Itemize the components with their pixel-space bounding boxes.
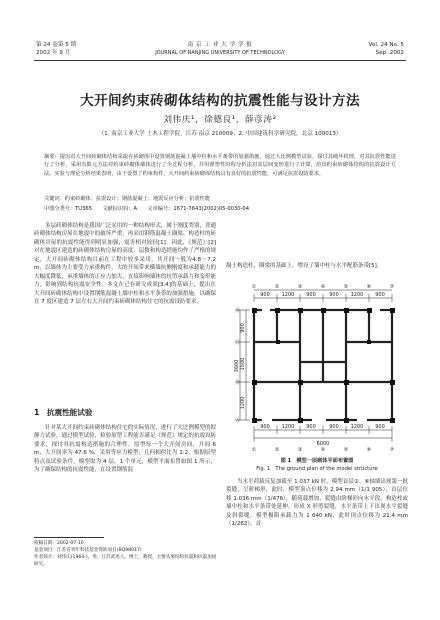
axis-top-4: ④ (320, 284, 326, 290)
dim-left-3: 1200 (240, 396, 246, 410)
axis-top-5: ⑤ (343, 284, 349, 290)
footnote-author: 作者简介：刘伟庆(1964-)，男，江苏武进人，博士，教授，主要从事结构抗震和抗震加固研究。 (34, 555, 217, 567)
dim-top-1: 900 (260, 292, 270, 298)
header-journal-cn: 南 京 工 业 大 学 学 报 (187, 42, 253, 48)
dim-top-6: 900 (375, 292, 385, 298)
plan-svg (232, 282, 408, 452)
dim-bottom-4: 900 (329, 424, 339, 430)
dim-top-4: 900 (329, 292, 339, 298)
axis-bottom-4: ④ (320, 447, 326, 452)
header-date-en: Sep. 2002 (375, 50, 404, 56)
axis-bottom-2: ② (274, 447, 280, 452)
section1-paragraph: 针对某大开间约束砖砌体结构住宅的实际情况，进行了大比例模型的拟静力试验，通过模型试验，检验原型工程能否满足《规范》规定的抗震设防要求，探讨其抗震构造措施的合理性，原型每一个大开间房间，开间 6 m，大开间率为 47.6 %，采用等应力模型，几何相似比为 1:2，根据原型特点及试验条件，模型取为 4 层，1 个单元，模型平面布置如图 1 所示，为了确保结构的抗震性能，在设置钢筋混 (34, 425, 216, 474)
header-rule (34, 60, 406, 61)
figure-caption-cn: 图 1 模型一层砌体平面布置图 (280, 458, 354, 464)
axis-bottom-5: ⑤ (343, 447, 349, 452)
dim-left-total: 3600 (234, 359, 240, 373)
dim-total: 6000 (316, 441, 330, 447)
axis-bottom-1: ① (251, 447, 257, 452)
intro-paragraph: 多层砖砌体结构是我国广泛采用的一种结构形式，属于刚度类别，普通砖砌体结构房屋在地震中的破坏严重，再采用钢筋混凝土圈梁、构造柱的砖砌体房屋的抗震性能得到明显加强，震害相对较轻[1]。因此，《规范》[2]对在地震区建造的砖砌体结构房屋的高度、层数和构造措施均作了严格的规定，大开间砖砌体结构目前在工程中较多采用，其开间一般为4.8～7.2 m，以墙体为主要受力承重构件，大的开间带来横墙抗侧刚度和承载能力的大幅度降低，承重墙体的正应力加大，直接影响墙体的抗剪承载力和变形能力，影响到结构抗震安全性。本文在已有研究成果[3,4]的基础上，提出在大开间砖砌体结构中设置钢筋混凝土墙中柱和水平条带的加强措施，以确保在 7 度区建造 7 层左右大开间约束砖砌体结构住宅的抗震设防要求。 (34, 223, 216, 306)
paper-title: 大开间约束砖砌体结构的抗震性能与设计方法 (80, 93, 360, 109)
header-date: 2002 年 9 月 (36, 50, 71, 56)
footnote-received: 收稿日期：2002-07-10 (34, 541, 84, 546)
dim-bottom-1: 900 (260, 424, 270, 430)
figure-1-plan-drawing (232, 282, 408, 452)
axis-top-6: ⑥ (366, 284, 372, 290)
dim-bottom-2: 1200 (281, 424, 295, 430)
footnote-fund: 基金项目：江苏省青年科技基金资助项目(BQ98017) (34, 548, 142, 553)
footnote-rule (34, 537, 104, 538)
paper-affiliation: （1. 南京工业大学 土木工程学院，江苏 南京 210009；2. 中国建筑科学研究院，北京 100013） (98, 131, 342, 137)
paper-authors: 刘伟庆¹，徐德良¹，薛彦涛² (163, 115, 277, 125)
axis-left-a: Ⓐ (235, 418, 241, 424)
axis-left-d: Ⓓ (235, 308, 241, 314)
dim-bottom-3: 900 (306, 424, 316, 430)
dim-top-5: 1200 (350, 292, 364, 298)
right-column-bottom-text: 当水平荷载反复加载至 1 037 kN 时，模型首层②、⑥轴墙出现第一批裂缝，呈阶梯形，此时，模型顶点位移为 2.94 mm（1/1 905），首层位移 1.036 mm（1/476），随荷载增加，裂缝由阶梯形向水平段、构造柱或墙中柱和水平条带处延伸，形成 X 形剪裂缝，水平条带上下出现水平裂缝及斜裂缝，模型极限承载力为 1 640 kN，此时顶点位移为 21.4 mm（1/262），首 (226, 479, 408, 528)
section-heading-1: 1 抗震性能试验 (34, 408, 93, 417)
dim-bottom-5: 1200 (350, 424, 364, 430)
classification-line: 中图分类号：TU365 文献标识码：A 文章编号：1671-7643(2002)05-0030-04 (44, 206, 250, 212)
right-column-top-text: 凝土构造柱、圈梁的基础上，增设了墙中柱与水平配筋条带[5]。 (226, 263, 383, 269)
dim-left-2: 1500 (240, 357, 246, 371)
header-volume-en: Vol. 24 No. 5 (368, 42, 404, 48)
axis-top-7: ⑦ (389, 284, 395, 290)
axis-bottom-7: ⑦ (389, 447, 395, 452)
dim-top-2: 1200 (281, 292, 295, 298)
header-volume: 第 24 卷第 5 期 (36, 42, 77, 48)
dim-top-3: 900 (306, 292, 316, 298)
axis-bottom-3: ③ (297, 447, 303, 452)
axis-top-3: ③ (297, 284, 303, 290)
header-journal-en: JOURNAL OF NANJING UNIVERSITY OF TECHNOLOGY (155, 50, 285, 56)
keywords: 关键词：约束砖砌体；抗震设计；钢筋混凝土；地震反应分析；抗震性能 (44, 196, 211, 202)
figure-caption-en: Fig. 1 The ground plan of the model structure (256, 466, 378, 472)
axis-top-1: ① (251, 284, 257, 290)
dim-bottom-6: 900 (375, 424, 385, 430)
abstract: 摘要：提出对大开间砖砌体结构采取在砖砌体中设置钢筋混凝土墙中柱和水平条带的加强措施，通过大比例模型试验，探讨其破坏机理，对其抗震性能进行了分析，采用有限元方法对约束砖砌体墙体进行了全过程分析，并用弹塑性时程分析法对其层间变形进行了计算，给出约束砖砌体结构的抗震设计方法，实验与理论分析结果表明，由于设置了约束构件，大开间约束砖砌体结构具有良好的抗震性能，可满足抗震设防要求。 (44, 154, 396, 177)
axis-left-b: Ⓑ (235, 380, 241, 386)
axis-left-c: Ⓒ (235, 340, 241, 346)
axis-top-2: ② (274, 284, 280, 290)
dim-left-1: 900 (240, 323, 246, 333)
axis-bottom-6: ⑥ (366, 447, 372, 452)
